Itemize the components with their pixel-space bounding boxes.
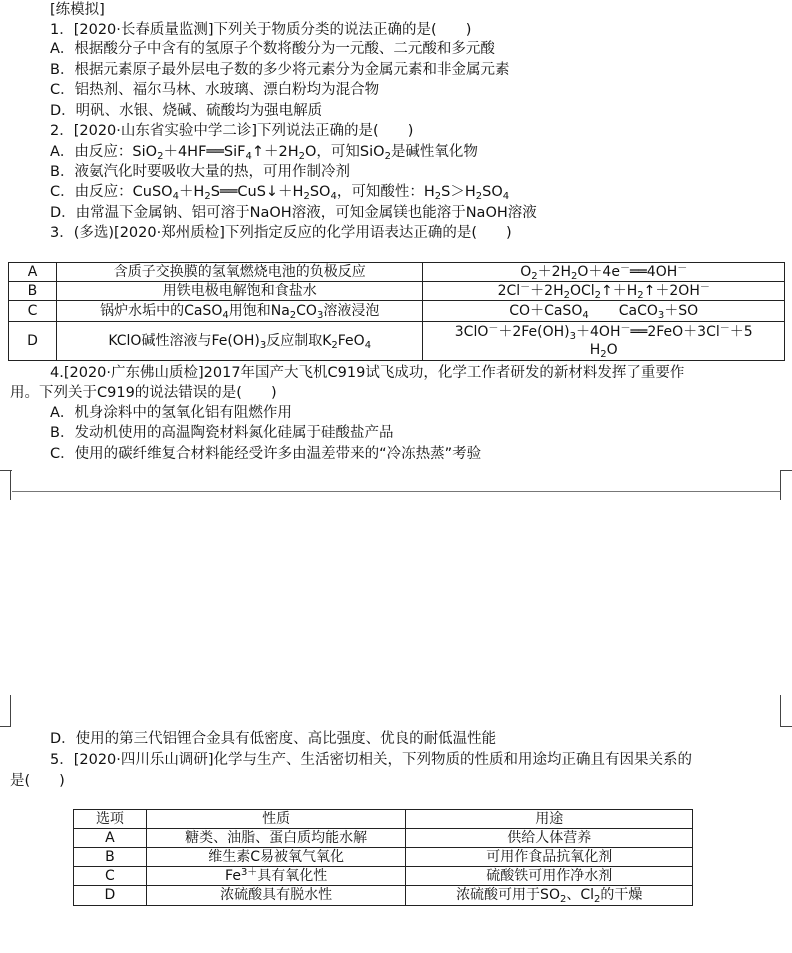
- q4-option-b: B．发动机使用的高温陶瓷材料氮化硅属于硅酸盐产品: [50, 425, 394, 441]
- row-option: D: [74, 886, 147, 906]
- row-equation: $2Cl^-+2H_2OCl_2↑+H_2↑+2OH^-$: [423, 282, 785, 301]
- q3-stem: 3．(多选)[2020·郑州质检]下列指定反应的化学用语表达正确的是( ): [50, 225, 512, 241]
- header-use: 用途: [406, 810, 693, 829]
- table-row: [74, 867, 693, 886]
- q4-stem-line1: 4.[2020·广东佛山质检]2017年国产大飞机C919试飞成功，化学工作者研发的新材料发挥了重要作: [50, 365, 685, 381]
- header-property: 性质: [146, 810, 406, 829]
- row-option: B: [74, 848, 147, 867]
- q2-option-d: D．由常温下金属钠、铝可溶于NaOH溶液，可知金属镁也能溶于NaOH溶液: [50, 205, 537, 221]
- table-row: [9, 263, 785, 282]
- q1-stem: 1．[2020·长春质量监测]下列关于物质分类的说法正确的是( ): [50, 22, 472, 38]
- table-row: [74, 886, 693, 906]
- q4-option-d: D．使用的第三代铝锂合金具有低密度、高比强度、优良的耐低温性能: [50, 731, 497, 747]
- break-corner-bottom-left-h: [0, 726, 11, 727]
- q4-option-c: C．使用的碳纤维复合材料能经受许多由温差带来的“冷冻热蒸”考验: [50, 446, 482, 462]
- row-use: 可用作食品抗氧化剂: [406, 848, 693, 867]
- table-row: [9, 322, 785, 361]
- row-property: 浓硫酸具有脱水性: [146, 886, 406, 906]
- break-corner-bottom-right-v: [780, 695, 781, 726]
- row-option: A: [74, 829, 147, 848]
- q2-option-c: C．由反应：$CuSO_4+H_2S══CuS↓+H_2SO_4$，可知酸性：$H_2S>H_2SO_4$: [50, 184, 510, 202]
- q2-option-b: B．液氨汽化时要吸收大量的热，可用作制冷剂: [50, 164, 350, 180]
- row-use: 供给人体营养: [406, 829, 693, 848]
- row-label: B: [9, 282, 57, 301]
- q1-option-d: D．明矾、水银、烧碱、硫酸均为强电解质: [50, 103, 323, 119]
- row-property: 糖类、油脂、蛋白质均能水解: [146, 829, 406, 848]
- row-label: C: [9, 301, 57, 322]
- row-description: 含质子交换膜的氢氧燃烧电池的负极反应: [56, 263, 423, 282]
- q5-table: [73, 809, 693, 906]
- row-equation: $3ClO^-+2Fe(OH)_3+4OH^-══2FeO+3Cl^-+5$ $H_2O$: [423, 322, 785, 361]
- q1-option-a: A．根据酸分子中含有的氢原子个数将酸分为一元酸、二元酸和多元酸: [50, 41, 495, 57]
- break-corner-top-left-v: [10, 470, 11, 500]
- page-separator: [12, 491, 780, 492]
- section-header: [练模拟]: [50, 2, 105, 18]
- table-row: [9, 301, 785, 322]
- table-row: [74, 848, 693, 867]
- break-corner-bottom-right-h: [780, 726, 792, 727]
- q3-table: [8, 262, 785, 361]
- q2-option-a: A．由反应：$SiO_2+4HF══SiF_4↑+2H_2O$，可知SiO$_2$是碱性氧化物: [50, 144, 478, 162]
- break-corner-bottom-left-v: [10, 695, 11, 726]
- break-corner-top-right-h: [780, 470, 792, 471]
- q5-stem-line2: 是( ): [10, 773, 65, 789]
- row-description: KClO碱性溶液与$Fe(OH)_3$反应制取$K_2FeO_4$: [56, 322, 423, 361]
- break-corner-top-right-v: [780, 470, 781, 500]
- q5-stem-line1: 5．[2020·四川乐山调研]化学与生产、生活密切相关，下列物质的性质和用途均正确且有因果关系的: [50, 752, 693, 768]
- row-description: 用铁电极电解饱和食盐水: [56, 282, 423, 301]
- q1-option-b: B．根据元素原子最外层电子数的多少将元素分为金属元素和非金属元素: [50, 62, 510, 78]
- row-property: 维生素C易被氧气氧化: [146, 848, 406, 867]
- table-header-row: [74, 810, 693, 829]
- q4-stem-line2: 用。下列关于C919的说法错误的是( ): [10, 385, 277, 401]
- row-property: $Fe^{3+}$具有氧化性: [146, 867, 406, 886]
- row-equation: CO＋CaSO$_4$ CaCO$_3$＋SO: [423, 301, 785, 322]
- q1-option-c: C．铝热剂、福尔马林、水玻璃、漂白粉均为混合物: [50, 82, 380, 98]
- row-use: 硫酸铁可用作净水剂: [406, 867, 693, 886]
- table-row: [9, 282, 785, 301]
- row-description: 锅炉水垢中的CaSO$_4$用饱和$Na_2CO_3$溶液浸泡: [56, 301, 423, 322]
- header-option: 选项: [74, 810, 147, 829]
- row-label: D: [9, 322, 57, 361]
- q4-option-a: A．机身涂料中的氢氧化铝有阻燃作用: [50, 405, 292, 421]
- table-row: [74, 829, 693, 848]
- row-equation: $O_2+2H_2O+4e^-══4OH^-$: [423, 263, 785, 282]
- row-label: A: [9, 263, 57, 282]
- q2-stem: 2．[2020·山东省实验中学二诊]下列说法正确的是( ): [50, 123, 414, 139]
- row-option: C: [74, 867, 147, 886]
- row-use: 浓硫酸可用于$SO_2$、$Cl_2$的干燥: [406, 886, 693, 906]
